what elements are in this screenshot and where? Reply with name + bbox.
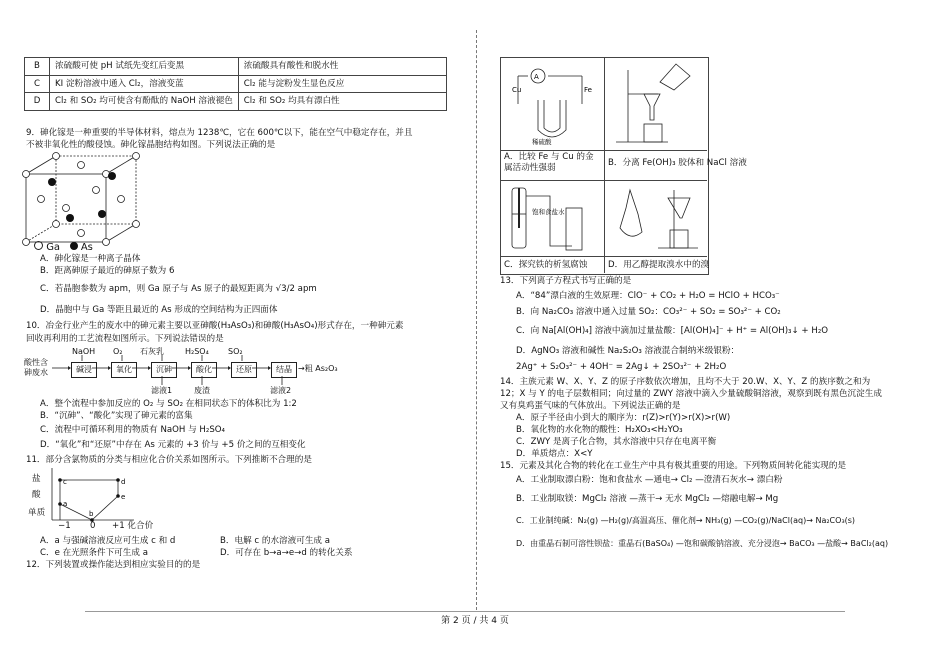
q12-stem: 12．下列装置或操作能达到相应实验目的的是 (26, 560, 201, 570)
q11-option-c: C．e 在光照条件下可生成 a (40, 548, 148, 558)
q14-stem-2: 12；X 与 Y 的电子层数相同；向过量的 ZWY 溶液中滴入少量硫酸铜溶液，观察到既有黑色沉淀生成 (500, 389, 882, 399)
q12-grid-vline (604, 57, 605, 273)
q11-ylabel: 单质 (28, 508, 46, 518)
flow-reagent: NaOH (72, 347, 96, 356)
top-table (24, 57, 447, 111)
q11-stem: 11．部分含氯物质的分类与相应化合价关系如图所示。下列推断不合理的是 (26, 455, 312, 465)
footer-rule (85, 611, 845, 612)
q12-grid-hline (500, 150, 707, 151)
q14-option-a: A．原子半径由小到大的顺序为：r(Z)>r(Y)>r(X)>r(W) (516, 413, 731, 423)
q11-point-label: c (63, 478, 67, 486)
table-cell-conclusion: Cl₂ 和 SO₂ 均具有漂白性 (238, 93, 446, 111)
q11-point-label: e (121, 493, 126, 501)
flow-step (231, 362, 257, 378)
flow-step (71, 362, 97, 378)
galvanometer-label: A (534, 73, 539, 81)
flow-step-label: 结晶 (276, 365, 292, 374)
q11-point-label: b (89, 510, 94, 518)
q12-fig-d-extraction (608, 184, 704, 254)
q15-option-b: B．工业制取镁：MgCl₂ 溶液 —蒸干→ 无水 MgCl₂ —熔融电解→ Mg (516, 494, 779, 504)
q11-option-a: A．a 与强碱溶液反应可生成 c 和 d (40, 536, 176, 546)
q9-stem-1: 9．砷化镓是一种重要的半导体材料，熔点为 1238℃，它在 600℃以下，能在空气中稳定存在，并且 (26, 128, 413, 138)
q9-option-a: A．砷化镓是一种离子晶体 (40, 254, 141, 264)
crystal-cell-figure (22, 152, 152, 252)
top-table-wrap (24, 57, 447, 111)
acid-label: 稀硫酸 (532, 138, 552, 146)
flow-step (151, 362, 177, 378)
q9-legend (34, 241, 93, 255)
q10-option-c: C．流程中可循环利用的物质有 NaOH 与 H₂SO₄ (40, 425, 226, 435)
table-cell-conclusion: Cl₂ 能与淀粉发生显色反应 (238, 75, 446, 93)
q13-option-d-1: D．AgNO₃ 溶液和碱性 Na₂S₂O₃ 溶液混合制纳米级银粉： (516, 346, 740, 356)
legend-as-label: As (80, 242, 93, 253)
fe-electrode-label: Fe (584, 86, 592, 94)
flow-residue: 滤液1 (151, 386, 173, 395)
flow-step (271, 362, 297, 378)
q12-fig-b-filter (608, 60, 704, 148)
flow-reagent: H₂SO₄ (185, 347, 209, 356)
flow-residue: 滤液2 (270, 386, 292, 395)
q12-option-b: B．分离 Fe(OH)₃ 胶体和 NaCl 溶液 (608, 158, 747, 168)
q11-xlabel: −1 (58, 521, 71, 531)
table-row (25, 75, 447, 93)
table-cell-label: B (25, 58, 50, 76)
page-footer: 第 2 页 / 共 4 页 (441, 616, 509, 626)
q11-option-d: D．可存在 b→a→e→d 的转化关系 (220, 548, 353, 558)
flow-step (191, 362, 217, 378)
flow-product: →粗 As₂O₃ (298, 364, 338, 373)
q11-ylabel: 酸 (32, 490, 41, 500)
q12-grid-hline (500, 180, 707, 181)
flow-step (111, 362, 137, 378)
ga-legend-icon (34, 241, 43, 250)
q13-option-b: B．向 Na₂CO₃ 溶液中通入过量 SO₂：CO₃²⁻ + SO₂ = SO₃²⁻ + CO₂ (516, 307, 781, 317)
table-cell-label: C (25, 75, 50, 93)
q14-option-b: B．氧化物的水化物的酸性：H₂XO₃<H₂YO₃ (516, 425, 683, 435)
column-divider (476, 30, 477, 610)
q9-option-b: B．距离砷原子最近的砷原子数为 6 (40, 266, 175, 276)
table-cell-label: D (25, 93, 50, 111)
q10-flow-start: 酸性含砷废水 (24, 358, 48, 377)
table-cell-conclusion: 浓硫酸具有酸性和脱水性 (238, 58, 446, 76)
q12-option-d: D．用乙醇提取溴水中的溴 (608, 260, 710, 270)
q9-option-c: C．若晶胞参数为 apm，则 Ga 原子与 As 原子的最短距离为 √3/2 apm (40, 284, 317, 294)
q11-valence-chart (48, 466, 138, 526)
q12-grid-hline (500, 256, 707, 257)
q13-option-d-2: 2Ag⁺ + S₂O₃²⁻ + 4OH⁻ = 2Ag↓ + 2SO₃²⁻ + 2H₂O (516, 362, 727, 372)
q10-option-d: D．“氧化”和“还原”中存在 As 元素的 +3 价与 +5 价之间的互相变化 (40, 440, 306, 450)
q13-option-a: A．“84”漂白液的生效原理：ClO⁻ + CO₂ + H₂O = HClO + HCO₃⁻ (516, 291, 780, 301)
q13-option-c: C．向 Na[Al(OH)₄] 溶液中滴加过量盐酸：[Al(OH)₄]⁻ + H⁺ = Al(OH)₃↓ + H₂O (516, 326, 829, 336)
q10-option-b: B．“沉砷”、“酸化”实现了砷元素的富集 (40, 411, 193, 421)
as-legend-icon (70, 242, 78, 250)
flow-reagent: O₂ (113, 347, 123, 356)
q14-stem-1: 14．主族元素 W、X、Y、Z 的原子序数依次增加，且均不大于 20.W、X、Y、Z 的族序数之和为 (500, 377, 871, 387)
table-row (25, 58, 447, 76)
q12-option-c: C．探究铁的析氢腐蚀 (504, 260, 588, 270)
q15-stem: 15．元素及其化合物的转化在工业生产中具有极其重要的用途。下列物质间转化能实现的是 (500, 461, 847, 471)
table-cell-op: KI 淀粉溶液中通入 Cl₂，溶液变蓝 (50, 75, 239, 93)
q11-point-label: a (63, 500, 68, 508)
q13-stem: 13．下列离子方程式书写正确的是 (500, 276, 632, 286)
q12-fig-c-corrosion (502, 184, 602, 254)
flow-step-label: 碱浸 (76, 365, 92, 374)
q12-fig-a-galvanic (502, 60, 602, 148)
q11-option-b: B．电解 c 的水溶液可生成 a (220, 536, 331, 546)
q10-option-a: A．整个流程中参加反应的 O₂ 与 SO₂ 在相同状态下的体积比为 1:2 (40, 399, 297, 409)
q9-stem-2: 不被非氧化性的酸侵蚀。砷化镓晶胞结构如图。下列说法正确的是 (26, 140, 276, 150)
flow-step-label: 酸化 (196, 365, 212, 374)
q15-option-c: C．工业制纯碱：N₂(g) —H₂(g)/高温高压、催化剂→ NH₃(g) —CO₂(g)/NaCl(aq)→ Na₂CO₃(s) (516, 516, 856, 525)
salt-water-label: 饱和食盐水 (532, 208, 565, 216)
flow-step-label: 氧化 (116, 365, 132, 374)
flow-step-label: 沉砷 (156, 365, 172, 374)
q14-option-d: D．单质熔点：X<Y (516, 449, 593, 459)
q15-option-a: A．工业制取漂白粉：饱和食盐水 —通电→ Cl₂ —澄清石灰水→ 漂白粉 (516, 475, 783, 485)
q10-stem-1: 10．冶金行业产生的废水中的砷元素主要以亚砷酸(H₃AsO₃)和砷酸(H₃AsO₄)形式存在，一种砷元素 (26, 321, 404, 331)
flow-reagent: 石灰乳 (140, 347, 164, 356)
table-row (25, 93, 447, 111)
q15-option-d: D．由重晶石制可溶性钡盐：重晶石(BaSO₄) —饱和碳酸钠溶液、充分浸泡→ BaCO₃ —盐酸→ BaCl₂(aq) (516, 539, 889, 548)
flow-residue: 废渣 (194, 386, 210, 395)
q10-stem-2: 回收再利用的工艺流程如图所示。下列说法错误的是 (26, 334, 224, 344)
q14-option-c: C．ZWY 是离子化合物，其水溶液中只存在电离平衡 (516, 437, 717, 447)
flow-step-label: 还原 (236, 365, 252, 374)
q14-stem-3: 又有臭鸡蛋气味的气体放出。下列说法正确的是 (500, 401, 681, 411)
flow-reagent: SO₂ (228, 347, 243, 356)
q11-xlabel: 0 (90, 521, 96, 531)
legend-ga-label: Ga (46, 242, 61, 253)
table-cell-op: Cl₂ 和 SO₂ 均可使含有酚酞的 NaOH 溶液褪色 (50, 93, 239, 111)
table-cell-op: 浓硫酸可使 pH 试纸先变红后变黑 (50, 58, 239, 76)
q11-point-label: d (121, 478, 126, 486)
q11-ylabel: 盐 (32, 474, 41, 484)
q12-option-a: A．比较 Fe 与 Cu 的金属活动性强弱 (504, 152, 594, 173)
q11-xlabel: +1 化合价 (112, 521, 154, 531)
cu-electrode-label: Cu (512, 86, 522, 94)
q9-option-d: D．晶胞中与 Ga 等距且最近的 As 形成的空间结构为正四面体 (40, 305, 278, 315)
